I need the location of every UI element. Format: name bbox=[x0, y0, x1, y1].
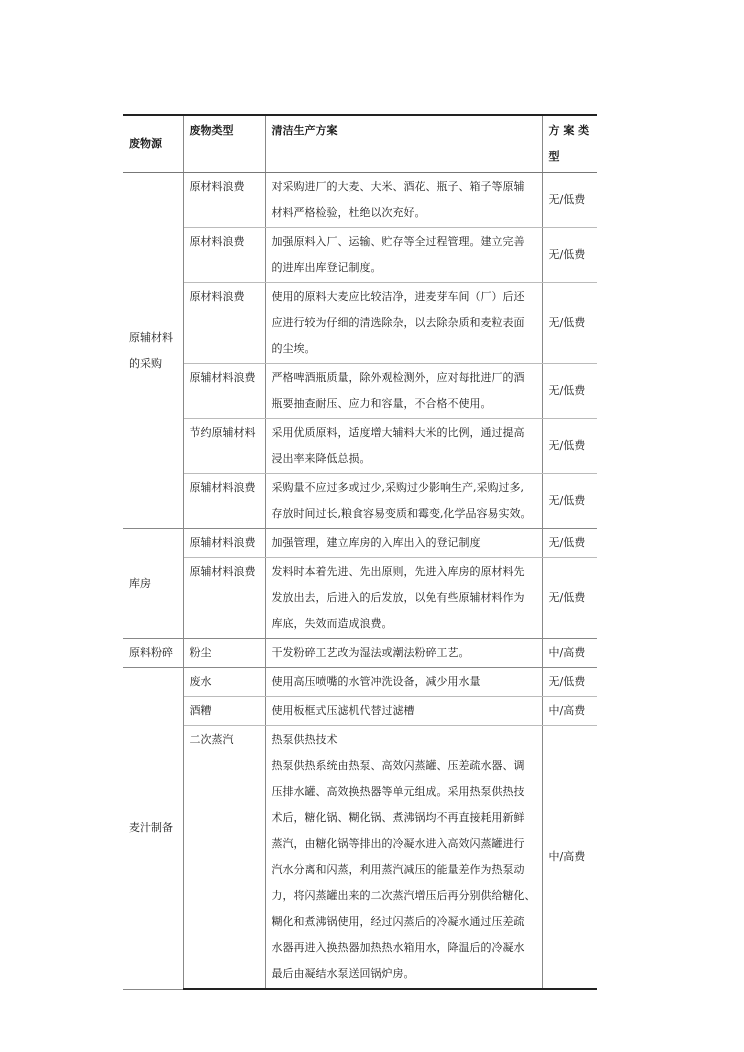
table-row bbox=[123, 474, 597, 529]
table-row bbox=[123, 364, 597, 419]
plan-cell bbox=[265, 697, 542, 726]
waste-type-cell: 节约原辅材料 bbox=[183, 419, 265, 474]
header-plan-level-line2: 型 bbox=[548, 150, 560, 163]
waste-source-cell: 库房 bbox=[123, 529, 183, 639]
waste-type-cell: 原辅材料浪费 bbox=[183, 474, 265, 529]
plan-line: 严格啤酒瓶质量，除外观检测外，应对每批进厂的酒 bbox=[271, 371, 525, 384]
header-waste-type: 废物类型 bbox=[183, 115, 265, 173]
plan-line: 采购量不应过多或过少,采购过少影响生产,采购过多, bbox=[271, 481, 524, 494]
plan-level-cell: 无/低费 bbox=[542, 228, 597, 283]
waste-source-cell bbox=[123, 173, 183, 529]
table-row bbox=[123, 419, 597, 474]
table-row bbox=[123, 228, 597, 283]
waste-type-cell: 原辅材料浪费 bbox=[183, 558, 265, 639]
plan-level-cell: 无/低费 bbox=[542, 173, 597, 228]
plan-line: 热泵供热系统由热泵、高效闪蒸罐、压差疏水器、调 bbox=[271, 759, 525, 772]
plan-cell bbox=[265, 283, 542, 364]
plan-level-cell: 中/高费 bbox=[542, 726, 597, 990]
plan-level-cell: 中/高费 bbox=[542, 639, 597, 668]
header-plan-level bbox=[542, 115, 597, 173]
table-row bbox=[123, 283, 597, 364]
plan-line: 发放出去，后进入的后发放，以免有些原辅材料作为 bbox=[271, 591, 525, 604]
plan-cell bbox=[265, 173, 542, 228]
waste-source-cell: 麦汁制备 bbox=[123, 668, 183, 990]
header-plan-level-line1: 方 案 类 bbox=[548, 124, 590, 137]
waste-source-cell: 原料粉碎 bbox=[123, 639, 183, 668]
plan-line: 加强原料入厂、运输、贮存等全过程管理。建立完善 bbox=[271, 235, 525, 248]
plan-line: 材料严格检验，杜绝以次充好。 bbox=[271, 206, 426, 219]
plan-level-cell: 无/低费 bbox=[542, 529, 597, 558]
waste-type-cell: 原辅材料浪费 bbox=[183, 364, 265, 419]
plan-cell bbox=[265, 726, 542, 990]
plan-line: 热泵供热技术 bbox=[271, 733, 338, 746]
plan-line: 存放时间过长,粮食容易变质和霉变,化学品容易实效。 bbox=[271, 507, 532, 520]
header-waste-source: 废物源 bbox=[123, 115, 183, 173]
waste-source-text: 的采购 bbox=[129, 356, 162, 370]
plan-level-cell: 无/低费 bbox=[542, 474, 597, 529]
plan-line: 使用的原料大麦应比较洁净，进麦芽车间（厂）后还 bbox=[271, 290, 525, 303]
plan-line: 的进库出库登记制度。 bbox=[271, 261, 382, 274]
table-row bbox=[123, 726, 597, 990]
plan-line: 使用高压喷嘴的水管冲洗设备，减少用水量 bbox=[271, 675, 481, 688]
table-row bbox=[123, 697, 597, 726]
plan-line: 干发粉碎工艺改为湿法或潮法粉碎工艺。 bbox=[271, 646, 470, 659]
waste-type-cell: 原材料浪费 bbox=[183, 173, 265, 228]
plan-cell bbox=[265, 419, 542, 474]
clean-production-table bbox=[123, 114, 597, 990]
table-row bbox=[123, 173, 597, 228]
table-header bbox=[123, 115, 597, 173]
waste-type-cell: 原材料浪费 bbox=[183, 283, 265, 364]
plan-line: 糊化和煮沸锅使用，经过闪蒸后的冷凝水通过压差疏 bbox=[271, 915, 525, 928]
table-row bbox=[123, 639, 597, 668]
plan-line: 压排水罐、高效换热器等单元组成。采用热泵供热技 bbox=[271, 785, 525, 798]
plan-line: 加强管理，建立库房的入库出入的登记制度 bbox=[271, 536, 481, 549]
waste-type-cell: 酒糟 bbox=[183, 697, 265, 726]
plan-cell bbox=[265, 228, 542, 283]
plan-line: 使用板框式压滤机代替过滤槽 bbox=[271, 704, 415, 717]
plan-line: 汽水分离和闪蒸，利用蒸汽减压的能量差作为热泵动 bbox=[271, 863, 525, 876]
plan-line: 浸出率来降低总损。 bbox=[271, 452, 371, 465]
plan-line: 力，将闪蒸罐出来的二次蒸汽增压后再分别供给糖化、 bbox=[271, 889, 536, 902]
table-row bbox=[123, 529, 597, 558]
plan-line: 瓶要抽查耐压、应力和容量，不合格不使用。 bbox=[271, 397, 492, 410]
plan-line: 应进行较为仔细的清选除杂，以去除杂质和麦粒表面 bbox=[271, 316, 525, 329]
plan-level-cell: 无/低费 bbox=[542, 668, 597, 697]
plan-line: 术后，糖化锅、糊化锅、煮沸锅均不再直接耗用新鲜 bbox=[271, 811, 525, 824]
plan-level-cell: 无/低费 bbox=[542, 419, 597, 474]
plan-cell bbox=[265, 529, 542, 558]
waste-type-cell: 废水 bbox=[183, 668, 265, 697]
plan-level-cell: 中/高费 bbox=[542, 697, 597, 726]
plan-cell bbox=[265, 668, 542, 697]
plan-cell bbox=[265, 364, 542, 419]
plan-line: 对采购进厂的大麦、大米、酒花、瓶子、箱子等原辅 bbox=[271, 180, 525, 193]
plan-line: 水器再进入换热器加热热水箱用水，降温后的冷凝水 bbox=[271, 941, 525, 954]
waste-type-cell: 原材料浪费 bbox=[183, 228, 265, 283]
plan-level-cell: 无/低费 bbox=[542, 283, 597, 364]
waste-type-cell: 原辅材料浪费 bbox=[183, 529, 265, 558]
plan-line: 的尘埃。 bbox=[271, 342, 316, 355]
plan-line: 蒸汽，由糖化锅等排出的冷凝水进入高效闪蒸罐进行 bbox=[271, 837, 525, 850]
plan-cell bbox=[265, 474, 542, 529]
table-row bbox=[123, 668, 597, 697]
plan-line: 发料时本着先进、先出原则，先进入库房的原材料先 bbox=[271, 565, 525, 578]
header-plan: 清洁生产方案 bbox=[265, 115, 542, 173]
plan-cell bbox=[265, 639, 542, 668]
plan-cell bbox=[265, 558, 542, 639]
table-body bbox=[123, 173, 597, 990]
waste-type-cell: 二次蒸汽 bbox=[183, 726, 265, 990]
table-row bbox=[123, 558, 597, 639]
plan-line: 采用优质原料，适度增大辅料大米的比例，通过提高 bbox=[271, 426, 525, 439]
plan-line: 库底，失效而造成浪费。 bbox=[271, 617, 393, 630]
waste-type-cell: 粉尘 bbox=[183, 639, 265, 668]
plan-level-cell: 无/低费 bbox=[542, 558, 597, 639]
plan-level-cell: 无/低费 bbox=[542, 364, 597, 419]
plan-line: 最后由凝结水泵送回锅炉房。 bbox=[271, 967, 415, 980]
waste-source-text: 原辅材料 bbox=[129, 330, 173, 344]
